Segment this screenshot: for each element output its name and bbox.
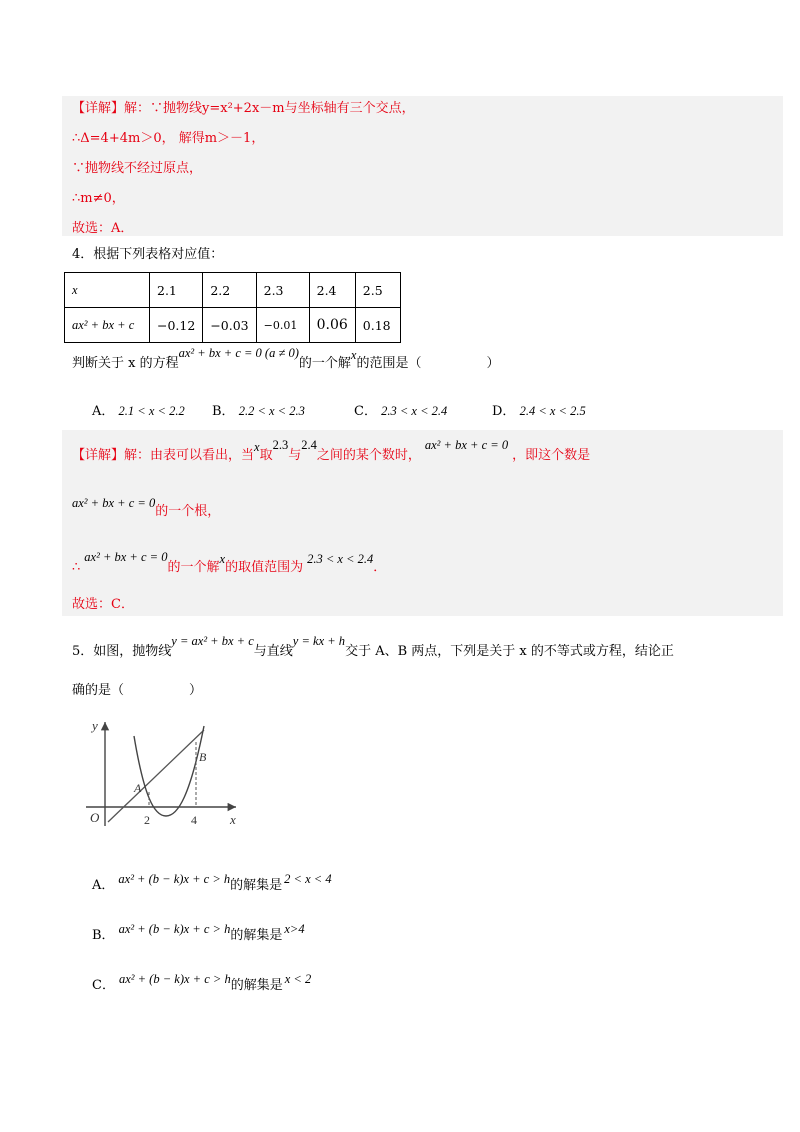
q4-question-equation: ax² + bx + c = 0 (a ≠ 0) <box>178 346 299 360</box>
straight-line <box>108 730 204 822</box>
table-row-label-x: x <box>65 273 150 308</box>
option-label: C． <box>92 978 115 993</box>
q5-figure <box>86 716 246 832</box>
detail4-line3 <box>72 550 387 575</box>
detail4-line4: 故选：C． <box>72 597 134 612</box>
q5-option-c[interactable] <box>92 968 312 993</box>
detail3-line1: 【详解】解：∵抛物线y=x²+2x－m与坐标轴有三个交点， <box>72 101 415 116</box>
origin-label: O <box>90 810 100 825</box>
detail4-line1-x: x <box>254 440 260 454</box>
option-text: 的解集是 <box>230 928 283 943</box>
table-cell: 2.3 <box>256 273 309 308</box>
detail4-line1-d: 之间的某个数时， <box>316 448 421 463</box>
detail4-line3-eq: ax² + bx + c = 0 <box>84 550 168 564</box>
q4-question-x: x <box>350 348 357 362</box>
q4-question-post: 的范围是（ ） <box>356 356 500 371</box>
detail4-line2-eq: ax² + bx + c = 0 <box>72 496 156 510</box>
tick-2-label: 2 <box>144 813 150 827</box>
option-label: C． <box>354 404 377 419</box>
q4-option-c[interactable] <box>354 400 447 419</box>
detail3-line4: ∴m≠0， <box>72 191 125 206</box>
q5-stem <box>72 634 674 659</box>
detail4-line3-b: 的一个解 <box>167 560 220 575</box>
q5-option-b[interactable] <box>92 918 305 943</box>
option-answer: x>4 <box>284 922 305 936</box>
detail3-line3: ∵抛物线不经过原点， <box>72 161 203 176</box>
option-label: A． <box>92 404 115 419</box>
table-row <box>65 308 401 343</box>
point-b-label: B <box>199 750 207 764</box>
q4-stem: 4．根据下列表格对应值： <box>72 247 224 262</box>
table-cell: −0.12 <box>150 308 203 343</box>
option-answer: x < 2 <box>284 972 312 986</box>
table-row <box>65 273 401 308</box>
option-text: 2.4 < x < 2.5 <box>519 404 586 418</box>
table-cell: −0.03 <box>203 308 256 343</box>
q5-stem-c: 交于 A、B 两点，下列是关于 x 的不等式或方程，结论正 <box>345 644 674 659</box>
detail4-line1-v2: 2.4 <box>301 438 317 452</box>
table-cell: 2.5 <box>355 273 400 308</box>
detail4-line3-end: ． <box>373 560 387 575</box>
detail4-line2-text: 的一个根， <box>155 504 221 519</box>
option-label: A． <box>92 878 115 893</box>
detail4-line3-a: ∴ <box>72 560 81 575</box>
detail4-line1-b: 取 <box>259 448 273 463</box>
detail4-line3-c: 的取值范围为 <box>225 560 304 575</box>
option-inequality: ax² + (b − k)x + c > h <box>118 922 231 936</box>
q4-option-b[interactable] <box>212 400 305 419</box>
detail4-line1 <box>72 438 591 463</box>
table-cell: 2.1 <box>150 273 203 308</box>
q4-option-a[interactable] <box>92 400 185 419</box>
q4-question <box>72 346 500 371</box>
detail4-line1-eq: ax² + bx + c = 0 <box>424 438 509 452</box>
q5-stem-parabola: y = ax² + bx + c <box>171 634 254 648</box>
table-cell: 2.2 <box>203 273 256 308</box>
q5-stem-a: 5．如图，抛物线 <box>72 644 172 659</box>
detail4-line1-v1: 2.3 <box>272 438 289 452</box>
value-table <box>64 272 401 343</box>
detail4-line3-x: x <box>219 552 226 566</box>
q4-question-pre: 判断关于 x 的方程 <box>72 356 179 371</box>
table-cell: 0.06 <box>309 308 355 343</box>
option-answer: 2 < x < 4 <box>284 872 332 886</box>
option-label: B． <box>212 404 235 419</box>
option-inequality: ax² + (b − k)x + c > h <box>118 972 231 986</box>
detail4-line3-range: 2.3 < x < 2.4 <box>307 552 374 566</box>
table-cell: 2.4 <box>309 273 355 308</box>
detail3-line5: 故选：A． <box>72 221 134 236</box>
tick-4-label: 4 <box>191 813 197 827</box>
q4-question-mid: 的一个解 <box>298 356 351 371</box>
q4-option-d[interactable] <box>492 400 586 419</box>
detail3-line2: ∴Δ=4+4m＞0， 解得m＞－1， <box>72 131 265 146</box>
table-cell: 0.18 <box>355 308 400 343</box>
q5-stem-line2: 确的是（ ） <box>72 683 203 698</box>
option-text: 2.1 < x < 2.2 <box>118 404 185 418</box>
q5-stem-b: 与直线 <box>253 644 293 659</box>
detail4-line1-c: 与 <box>288 448 302 463</box>
x-axis-label: x <box>230 812 236 827</box>
point-a-label: A <box>134 781 142 795</box>
q5-option-a[interactable] <box>92 868 332 893</box>
q5-stem-line: y = kx + h <box>292 634 346 648</box>
option-text: 2.2 < x < 2.3 <box>238 404 305 418</box>
detail4-line1-e: ，即这个数是 <box>512 448 591 463</box>
detail4-line2 <box>72 496 221 519</box>
option-inequality: ax² + (b − k)x + c > h <box>118 872 231 886</box>
option-label: D． <box>492 404 516 419</box>
option-label: B． <box>92 928 115 943</box>
option-text: 的解集是 <box>230 978 283 993</box>
detail4-line1-a: 【详解】解：由表可以看出，当 <box>72 448 255 463</box>
y-axis-label: y <box>92 718 98 733</box>
table-cell: −0.01 <box>256 308 309 343</box>
option-text: 的解集是 <box>230 878 283 893</box>
table-row-label-poly: ax² + bx + c <box>65 308 150 343</box>
option-text: 2.3 < x < 2.4 <box>381 404 448 418</box>
